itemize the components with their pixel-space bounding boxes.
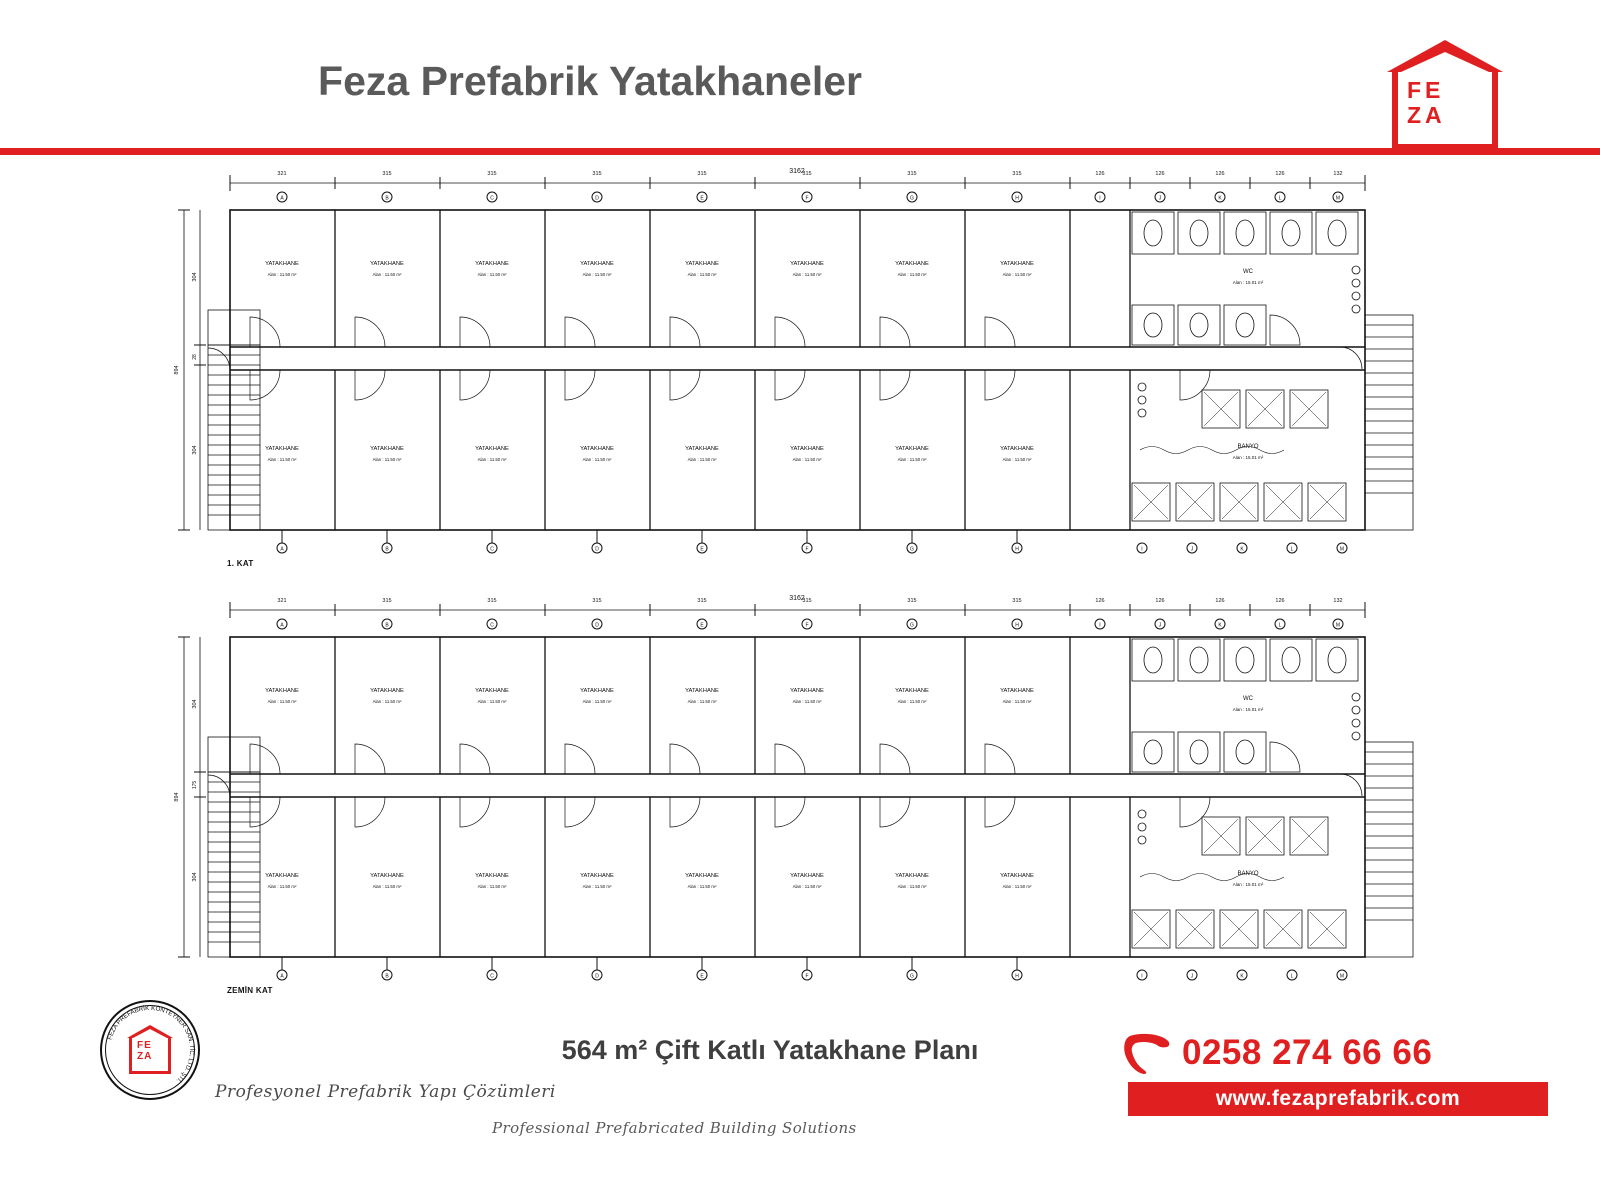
room2-top-2-area: Alan : 11.50 m²: [477, 699, 507, 704]
room-top-2-area: Alan : 11.50 m²: [477, 272, 507, 277]
svg-text:J: J: [1158, 195, 1162, 202]
phone-number: 0258 274 66 66: [1182, 1033, 1433, 1072]
room2-bot-4-area: Alan : 11.50 m²: [687, 884, 717, 889]
grid-bubbles-top-2: [277, 619, 1343, 629]
dim-top-10: 126: [1215, 171, 1225, 177]
service2-top-name: WC: [1243, 696, 1253, 702]
room2-top-4-name: YATAKHANE: [685, 688, 719, 694]
service2-top-area: Alan : 15.01 m²: [1232, 707, 1264, 712]
svg-text:F: F: [805, 622, 809, 629]
room2-bot-7-area: Alan : 11.50 m²: [1002, 884, 1032, 889]
dim2-left-0: 304: [192, 699, 198, 709]
dim2-top-6: 315: [907, 598, 917, 604]
room2-top-6-name: YATAKHANE: [895, 688, 929, 694]
room-bot-0-area: Alan : 11.50 m²: [267, 457, 297, 462]
room2-top-3-area: Alan : 11.50 m²: [582, 699, 612, 704]
svg-text:G: G: [910, 622, 914, 629]
room-top-3-area: Alan : 11.50 m²: [582, 272, 612, 277]
dim2-top-10: 126: [1215, 598, 1225, 604]
room2-top-0-area: Alan : 11.50 m²: [267, 699, 297, 704]
room-top-1-name: YATAKHANE: [370, 261, 404, 267]
header-red-rule-right: [1455, 148, 1600, 155]
room2-top-7-name: YATAKHANE: [1000, 688, 1034, 694]
room-top-4-area: Alan : 11.50 m²: [687, 272, 717, 277]
svg-text:M: M: [1339, 546, 1345, 553]
house-roof-icon-small: [126, 1024, 174, 1039]
room-bot-7-area: Alan : 11.50 m²: [1002, 457, 1032, 462]
svg-text:H: H: [1015, 546, 1019, 553]
tagline-tr: Profesyonel Prefabrik Yapı Çözümleri: [215, 1082, 556, 1102]
svg-text:C: C: [490, 546, 494, 553]
feza-logo-footer: [100, 1000, 230, 1100]
svg-text:K: K: [1240, 546, 1244, 553]
svg-text:G: G: [910, 973, 914, 980]
svg-text:M: M: [1339, 973, 1345, 980]
room2-top-5-area: Alan : 11.50 m²: [792, 699, 822, 704]
service-bottom-area: Alan : 15.01 m²: [1232, 455, 1264, 460]
svg-text:H: H: [1015, 622, 1019, 629]
svg-text:L: L: [1290, 973, 1294, 980]
svg-text:B: B: [385, 622, 389, 629]
plan-caption: 564 m² Çift Katlı Yatakhane Planı: [561, 1035, 979, 1065]
svg-text:D: D: [595, 973, 599, 980]
room2-top-6-area: Alan : 11.50 m²: [897, 699, 927, 704]
stair-left: [208, 310, 260, 530]
room-bot-3-area: Alan : 11.50 m²: [582, 457, 612, 462]
page-title: Feza Prefabrik Yatakhaneler: [318, 58, 862, 104]
service-bottom-name: BANYO: [1237, 444, 1259, 450]
svg-text:M: M: [1335, 622, 1341, 629]
room-bot-1-area: Alan : 11.50 m²: [372, 457, 402, 462]
svg-text:E: E: [700, 546, 704, 553]
dim-top-2: 315: [487, 171, 497, 177]
logo-ring-text-path: FEZA PREFABRİK KONTEYNER SAN. TİC. LTD. ŞTİ.: [106, 1004, 196, 1085]
dim2-left-2: 304: [192, 872, 198, 882]
room-top-7-name: YATAKHANE: [1000, 261, 1034, 267]
room-bot-4-area: Alan : 11.50 m²: [687, 457, 717, 462]
room2-bot-2-area: Alan : 11.50 m²: [477, 884, 507, 889]
dim2-top-11: 126: [1275, 598, 1285, 604]
svg-text:A: A: [280, 546, 284, 553]
svg-text:J: J: [1158, 622, 1162, 629]
service-top-name: WC: [1243, 269, 1253, 275]
floor-plan-upper: [170, 165, 1440, 575]
room2-top-4-area: Alan : 11.50 m²: [687, 699, 717, 704]
room-top-5-area: Alan : 11.50 m²: [792, 272, 822, 277]
svg-text:D: D: [595, 195, 599, 202]
overall-dimension-top: 3162: [789, 168, 805, 175]
room2-bot-3-area: Alan : 11.50 m²: [582, 884, 612, 889]
room2-top-2-name: YATAKHANE: [475, 688, 509, 694]
room-bot-5-name: YATAKHANE: [790, 446, 824, 452]
stair-right-2: [1365, 742, 1413, 957]
floor-plan-upper-drawing: [170, 165, 1440, 575]
room2-bot-0-area: Alan : 11.50 m²: [267, 884, 297, 889]
floor-plan-lower-drawing: [170, 592, 1440, 1002]
dim2-top-12: 132: [1333, 598, 1343, 604]
svg-text:E: E: [700, 622, 704, 629]
svg-text:D: D: [595, 546, 599, 553]
svg-text:H: H: [1015, 195, 1019, 202]
room-bot-0-name: YATAKHANE: [265, 446, 299, 452]
dim2-top-0: 321: [277, 598, 287, 604]
svg-text:L: L: [1278, 195, 1282, 202]
logo-house-shape: [126, 1024, 174, 1074]
room-bot-1-name: YATAKHANE: [370, 446, 404, 452]
svg-text:L: L: [1290, 546, 1294, 553]
svg-text:A: A: [280, 195, 284, 202]
dim-top-8: 126: [1095, 171, 1105, 177]
dim-top-12: 132: [1333, 171, 1343, 177]
dim-left-0: 304: [192, 272, 198, 282]
dim-left-1: 28: [192, 354, 198, 360]
room-top-1-area: Alan : 11.50 m²: [372, 272, 402, 277]
svg-text:C: C: [490, 973, 494, 980]
svg-text:L: L: [1278, 622, 1282, 629]
svg-text:J: J: [1190, 973, 1194, 980]
dim-top-6: 315: [907, 171, 917, 177]
room2-top-7-area: Alan : 11.50 m²: [1002, 699, 1032, 704]
floor-label-upper: 1. KAT: [227, 559, 254, 568]
room2-bot-1-name: YATAKHANE: [370, 873, 404, 879]
dim2-top-9: 126: [1155, 598, 1165, 604]
svg-text:E: E: [700, 195, 704, 202]
grid-bubbles-top: [277, 192, 1343, 202]
room-bot-7-name: YATAKHANE: [1000, 446, 1034, 452]
dim-top-3: 315: [592, 171, 602, 177]
room2-top-1-name: YATAKHANE: [370, 688, 404, 694]
logo-letters-line1: FE: [1407, 77, 1445, 103]
grid-bubbles-bottom-2: [277, 957, 1347, 980]
room-bot-2-area: Alan : 11.50 m²: [477, 457, 507, 462]
service2-bottom-area: Alan : 15.01 m²: [1232, 882, 1264, 887]
svg-text:J: J: [1190, 546, 1194, 553]
website-url: www.fezaprefabrik.com: [1215, 1087, 1461, 1110]
svg-text:C: C: [490, 195, 494, 202]
svg-text:B: B: [385, 973, 389, 980]
svg-text:G: G: [910, 195, 914, 202]
phone-icon: [1120, 1030, 1174, 1076]
dim-top-1: 315: [382, 171, 392, 177]
dim2-top-8: 126: [1095, 598, 1105, 604]
room2-bot-3-name: YATAKHANE: [580, 873, 614, 879]
wc-fixtures: [1132, 212, 1360, 345]
dim2-top-2: 315: [487, 598, 497, 604]
svg-text:M: M: [1335, 195, 1341, 202]
room2-top-0-name: YATAKHANE: [265, 688, 299, 694]
svg-text:K: K: [1218, 195, 1222, 202]
door-swings-top: [250, 317, 1015, 347]
svg-text:K: K: [1218, 622, 1222, 629]
dim2-top-5: 315: [802, 598, 812, 604]
dim2-top-7: 315: [1012, 598, 1022, 604]
svg-text:B: B: [385, 195, 389, 202]
room-top-7-area: Alan : 11.50 m²: [1002, 272, 1032, 277]
room2-bot-6-name: YATAKHANE: [895, 873, 929, 879]
room-top-0-name: YATAKHANE: [265, 261, 299, 267]
feza-logo-header: [1385, 38, 1505, 150]
logo-letters: [1407, 78, 1483, 144]
room-bot-5-area: Alan : 11.50 m²: [792, 457, 822, 462]
room2-bot-5-name: YATAKHANE: [790, 873, 824, 879]
room2-bot-4-name: YATAKHANE: [685, 873, 719, 879]
logo-letters-footer-line2: ZA: [137, 1051, 153, 1062]
room-bot-4-name: YATAKHANE: [685, 446, 719, 452]
room-top-0-area: Alan : 11.50 m²: [267, 272, 297, 277]
dim-top-0: 321: [277, 171, 287, 177]
service2-bottom-name: BANYO: [1237, 871, 1259, 877]
dim2-top-4: 315: [697, 598, 707, 604]
svg-text:I: I: [1099, 622, 1101, 629]
door-swings-bottom: [250, 370, 1015, 400]
room-bot-6-area: Alan : 11.50 m²: [897, 457, 927, 462]
overall-dimension-bottom: 3162: [789, 595, 805, 602]
floor-plan-lower: [170, 592, 1440, 1002]
stair-left-2: [208, 737, 260, 957]
dim2-left-total: 894: [174, 792, 180, 802]
room2-bot-2-name: YATAKHANE: [475, 873, 509, 879]
dim-top-11: 126: [1275, 171, 1285, 177]
header-red-rule: [0, 148, 1460, 155]
room2-top-1-area: Alan : 11.50 m²: [372, 699, 402, 704]
dim-left-total: 894: [174, 365, 180, 375]
svg-text:F: F: [805, 546, 809, 553]
room-bot-2-name: YATAKHANE: [475, 446, 509, 452]
svg-text:K: K: [1240, 973, 1244, 980]
dim-top-9: 126: [1155, 171, 1165, 177]
svg-text:F: F: [805, 195, 809, 202]
dim-top-7: 315: [1012, 171, 1022, 177]
svg-text:A: A: [280, 622, 284, 629]
svg-text:B: B: [385, 546, 389, 553]
svg-text:I: I: [1099, 195, 1101, 202]
room-top-3-name: YATAKHANE: [580, 261, 614, 267]
house-roof-icon: [1385, 38, 1505, 74]
room2-top-5-name: YATAKHANE: [790, 688, 824, 694]
dim-left-2: 304: [192, 445, 198, 455]
svg-text:I: I: [1141, 973, 1143, 980]
room2-bot-6-area: Alan : 11.50 m²: [897, 884, 927, 889]
svg-text:I: I: [1141, 546, 1143, 553]
room2-bot-1-area: Alan : 11.50 m²: [372, 884, 402, 889]
grid-bubbles-bottom: [277, 530, 1347, 553]
room-partitions-top: [335, 210, 1070, 347]
svg-text:C: C: [490, 622, 494, 629]
svg-text:G: G: [910, 546, 914, 553]
room-bot-3-name: YATAKHANE: [580, 446, 614, 452]
room2-bot-5-area: Alan : 11.50 m²: [792, 884, 822, 889]
dim-top-4: 315: [697, 171, 707, 177]
dim2-top-1: 315: [382, 598, 392, 604]
tagline-en: Professional Prefabricated Building Solutions: [492, 1119, 857, 1137]
dim2-top-3: 315: [592, 598, 602, 604]
room2-bot-0-name: YATAKHANE: [265, 873, 299, 879]
room-bot-6-name: YATAKHANE: [895, 446, 929, 452]
dim2-left-1: 175: [192, 780, 198, 790]
room-top-2-name: YATAKHANE: [475, 261, 509, 267]
service-top-area: Alan : 15.01 m²: [1232, 280, 1264, 285]
dim-top-5: 315: [802, 171, 812, 177]
logo-letters-footer-line1: FE: [137, 1040, 152, 1051]
wc-fixtures-2: [1132, 639, 1360, 772]
floor-label-lower: ZEMİN KAT: [227, 986, 273, 995]
website-bar[interactable]: [1128, 1082, 1548, 1116]
room2-bot-7-name: YATAKHANE: [1000, 873, 1034, 879]
svg-text:D: D: [595, 622, 599, 629]
room2-top-3-name: YATAKHANE: [580, 688, 614, 694]
svg-text:A: A: [280, 973, 284, 980]
room-top-4-name: YATAKHANE: [685, 261, 719, 267]
logo-letters-footer: [137, 1040, 152, 1062]
logo-letters-line2: ZA: [1407, 102, 1446, 128]
room-top-5-name: YATAKHANE: [790, 261, 824, 267]
svg-text:H: H: [1015, 973, 1019, 980]
stair-right: [1365, 315, 1413, 530]
room-top-6-name: YATAKHANE: [895, 261, 929, 267]
phone-block[interactable]: [1120, 1030, 1432, 1076]
svg-text:E: E: [700, 973, 704, 980]
room-top-6-area: Alan : 11.50 m²: [897, 272, 927, 277]
svg-text:F: F: [805, 973, 809, 980]
